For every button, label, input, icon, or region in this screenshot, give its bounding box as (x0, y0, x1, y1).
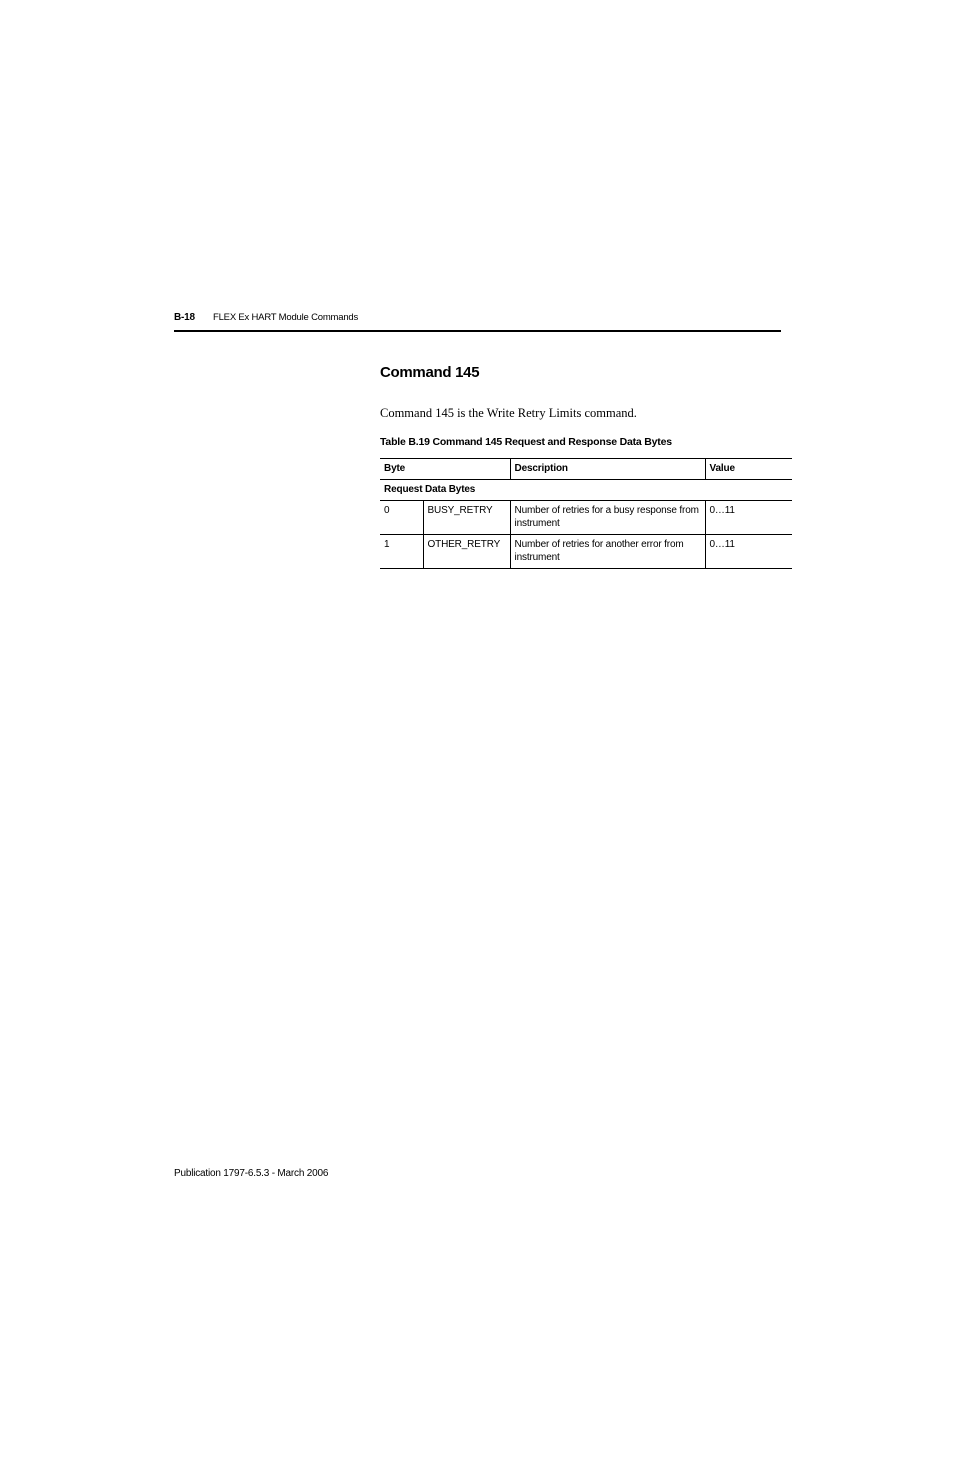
column-header-value: Value (705, 459, 792, 480)
table-caption: Table B.19 Command 145 Request and Response Data Bytes (380, 436, 672, 448)
cell-byte: 0 (380, 501, 423, 535)
table-row (380, 535, 792, 569)
table-group-row (380, 480, 792, 501)
cell-byte: 1 (380, 535, 423, 569)
cell-name: OTHER_RETRY (423, 535, 510, 569)
table-header-row (380, 459, 792, 480)
cell-value: 0…11 (705, 535, 792, 569)
page-number: B-18 (174, 312, 195, 323)
group-label: Request Data Bytes (380, 480, 792, 501)
cell-name: BUSY_RETRY (423, 501, 510, 535)
intro-paragraph: Command 145 is the Write Retry Limits command. (380, 406, 637, 420)
column-header-description: Description (510, 459, 705, 480)
publication-footer: Publication 1797-6.5.3 - March 2006 (174, 1168, 329, 1179)
section-title: Command 145 (380, 364, 480, 381)
cell-description: Number of retries for another error from instrument (510, 535, 705, 569)
table-row (380, 501, 792, 535)
chapter-title: FLEX Ex HART Module Commands (213, 312, 359, 323)
column-header-byte: Byte (380, 459, 510, 480)
cell-value: 0…11 (705, 501, 792, 535)
command-data-table (380, 458, 792, 569)
cell-description: Number of retries for a busy response from instrument (510, 501, 705, 535)
page-header (174, 310, 781, 332)
